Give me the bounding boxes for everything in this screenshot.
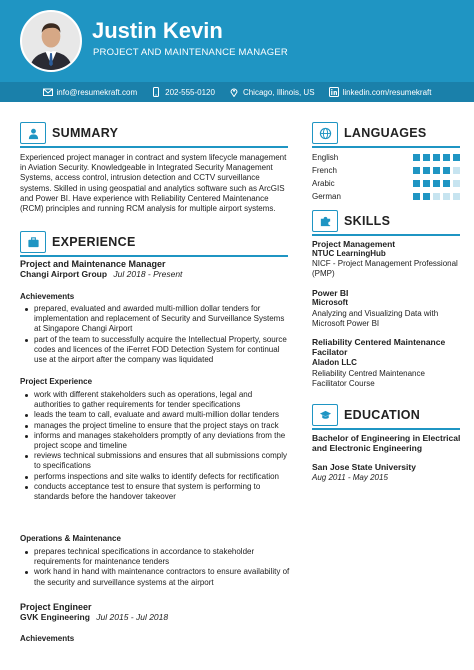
job2-company: GVK Engineering <box>20 612 90 622</box>
list-item: leads the team to call, evaluate and award multi-million dollar tenders <box>20 410 290 420</box>
experience-rule <box>20 255 288 257</box>
list-item: part of the team to successfully acquire the Intellectual Property, source codes and licences of the iFerret FOD Detection System for continual use at the airport after the company was liquidated <box>20 335 290 366</box>
graduation-cap-icon <box>319 409 332 422</box>
education-dates: Aug 2011 - May 2015 <box>312 473 388 482</box>
skill-org: NTUC LearningHub <box>312 249 386 258</box>
summary-rule <box>20 146 288 148</box>
skill-name: Project Management <box>312 239 396 249</box>
job1-project-experience-list <box>20 390 290 502</box>
job2-company-line <box>20 612 168 622</box>
list-item: reviews technical submissions and ensures that all submissions comply to specifications <box>20 451 290 471</box>
language-name: French <box>312 165 337 175</box>
language-name: English <box>312 152 339 162</box>
contact-email[interactable] <box>43 87 138 97</box>
skill-desc: NICF - Project Management Professional (PMP) <box>312 259 458 279</box>
summary-header <box>20 120 118 146</box>
skills-rule <box>312 234 460 236</box>
summary-title: SUMMARY <box>52 126 119 140</box>
job1-operations-list <box>20 547 290 588</box>
education-section-icon <box>312 404 338 426</box>
job1-achievements-label: Achievements <box>20 292 75 301</box>
list-item: prepares technical specifications in accordance to stakeholder requirements for maintenance tenders <box>20 547 290 567</box>
job2-title: Project Engineer <box>20 602 92 612</box>
education-title: EDUCATION <box>344 408 421 422</box>
skills-title: SKILLS <box>344 214 391 228</box>
list-item: work hand in hand with maintenance contractors to ensure availability of the security and surveillance systems at the airport <box>20 567 290 587</box>
job2-dates: Jul 2015 - Jul 2018 <box>96 612 169 622</box>
job1-achievements-list <box>20 304 290 365</box>
list-item: work with different stakeholders such as operations, legal and authorities to gather requirements for tender specifications <box>20 390 290 410</box>
job1-project-experience-label: Project Experience <box>20 377 93 386</box>
contact-linkedin[interactable] <box>329 87 432 97</box>
experience-section-icon <box>20 231 46 253</box>
list-item: informs and manages stakeholders promptly of any deviations from the project scope and timeline <box>20 431 290 451</box>
skill-name: Power BI <box>312 288 349 298</box>
skills-header <box>312 208 390 234</box>
language-name: German <box>312 191 341 201</box>
avatar <box>20 10 82 72</box>
languages-header <box>312 120 427 146</box>
job1-operations-label: Operations & Maintenance <box>20 534 121 543</box>
experience-header <box>20 229 136 255</box>
contact-email-text: info@resumekraft.com <box>56 87 138 97</box>
languages-section-icon <box>312 122 338 144</box>
contact-phone-text: 202-555-0120 <box>165 87 215 97</box>
summary-text: Experienced project manager in contract and system lifecycle management in Aviation Security. Knowledgeable in Integrated Security Management Systems, access control, intrusion detection and CCTV surveillance systems. Skilled in using geospatial and analytics software such as ArcGIS and Power BI. Have experience with Reliability Centered Maintenance (RCM) principles and running RCM analysis for multiple airport systems. <box>20 153 287 214</box>
language-level-dots <box>413 193 460 200</box>
language-row <box>312 177 460 189</box>
skill-name: Reliability Centered Maintenance Facilator <box>312 337 446 358</box>
language-level-dots <box>413 154 460 161</box>
skill-desc: Analyzing and Visualizing Data with Microsoft Power BI <box>312 309 439 329</box>
language-level-dots <box>413 167 460 174</box>
list-item: prepared, evaluated and awarded multi-million dollar tenders for implementation and replacement of Security and Surveillance Systems at Singapore Changi Airport <box>20 304 290 335</box>
summary-section-icon <box>20 122 46 144</box>
experience-title: EXPERIENCE <box>52 235 136 249</box>
skill-org: Aladon LLC <box>312 358 357 367</box>
candidate-name: Justin Kevin <box>92 18 223 43</box>
job1-company-line <box>20 269 182 279</box>
briefcase-icon <box>27 236 40 249</box>
email-icon <box>43 87 53 97</box>
language-name: Arabic <box>312 178 335 188</box>
languages-rule <box>312 146 460 148</box>
candidate-role: PROJECT AND MAINTENANCE MANAGER <box>93 47 288 58</box>
education-school: San Jose State University <box>312 462 416 472</box>
contact-location-text: Chicago, Illinois, US <box>242 87 315 97</box>
education-rule <box>312 428 460 430</box>
skill-desc: Reliability Centred Maintenance Facilitator Course <box>312 369 425 389</box>
contact-bar <box>0 82 474 102</box>
job1-title: Project and Maintenance Manager <box>20 259 166 269</box>
skill-org: Microsoft <box>312 298 348 307</box>
header <box>0 0 474 82</box>
language-level-dots <box>413 180 460 187</box>
contact-location <box>229 87 315 97</box>
language-row <box>312 190 460 202</box>
contact-phone[interactable] <box>151 87 215 97</box>
location-pin-icon <box>229 87 239 97</box>
job1-dates: Jul 2018 - Present <box>113 269 183 279</box>
puzzle-icon <box>319 215 332 228</box>
job1-company: Changi Airport Group <box>20 269 108 279</box>
job2-achievements-label: Achievements <box>20 634 75 643</box>
list-item: conducts acceptance test to ensure that system is performing to standards before the handover takeover <box>20 482 290 502</box>
list-item: manages the project timeline to ensure that the project stays on track <box>20 421 290 431</box>
list-item: performs inspections and site walks to identify defects for rectification <box>20 472 290 482</box>
languages-title: LANGUAGES <box>344 126 427 140</box>
globe-icon <box>319 127 332 140</box>
education-degree: Bachelor of Engineering in Electrical and Electronic Engineering <box>312 433 461 454</box>
education-header <box>312 402 420 428</box>
person-icon <box>27 127 40 140</box>
phone-icon <box>151 87 161 97</box>
language-row <box>312 164 460 176</box>
skills-section-icon <box>312 210 338 232</box>
contact-linkedin-text: linkedin.com/resumekraft <box>342 87 432 97</box>
linkedin-icon <box>329 87 339 97</box>
language-row <box>312 151 460 163</box>
